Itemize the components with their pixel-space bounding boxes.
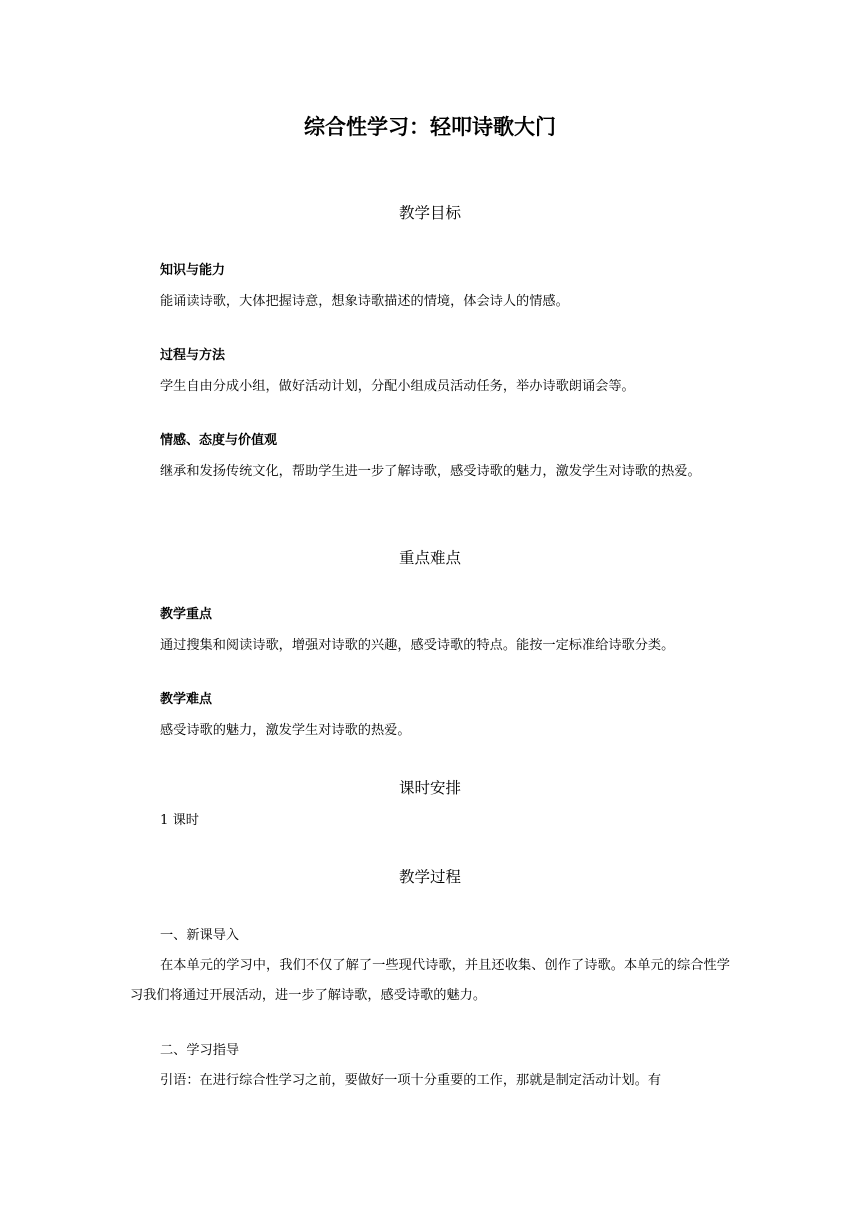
subheading-intro: 一、新课导入 <box>160 928 240 943</box>
paragraph-emotion: 继承和发扬传统文化，帮助学生进一步了解诗歌，感受诗歌的魅力，激发学生对诗歌的热爱。 <box>160 464 701 479</box>
subheading-guide: 二、学习指导 <box>160 1043 240 1058</box>
subheading-difficulty: 教学难点 <box>160 692 213 707</box>
section-heading-schedule: 课时安排 <box>398 779 461 797</box>
subheading-process-method: 过程与方法 <box>160 348 226 363</box>
section-heading-objectives: 教学目标 <box>398 204 461 222</box>
document-title: 综合性学习：轻叩诗歌大门 <box>304 115 556 139</box>
paragraph-knowledge: 能诵读诗歌，大体把握诗意，想象诗歌描述的情境，体会诗人的情感。 <box>160 294 569 309</box>
paragraph-process-method: 学生自由分成小组，做好活动计划，分配小组成员活动任务，举办诗歌朗诵会等。 <box>160 379 635 394</box>
paragraph-focus: 通过搜集和阅读诗歌，增强对诗歌的兴趣，感受诗歌的特点。能按一定标准给诗歌分类。 <box>160 638 675 653</box>
paragraph-intro: 在本单元的学习中，我们不仅了解了一些现代诗歌，并且还收集、创作了诗歌。本单元的综合性学习我们将通过开展活动，进一步了解诗歌，感受诗歌的魅力。 <box>130 958 730 1003</box>
schedule-text: 1 课时 <box>160 813 199 828</box>
subheading-focus: 教学重点 <box>160 607 213 622</box>
subheading-emotion: 情感、态度与价值观 <box>160 433 278 448</box>
section-heading-process: 教学过程 <box>398 868 461 886</box>
paragraph-guide: 引语：在进行综合性学习之前，要做好一项十分重要的工作，那就是制定活动计划。有 <box>160 1073 662 1088</box>
paragraph-difficulty: 感受诗歌的魅力，激发学生对诗歌的热爱。 <box>160 723 411 738</box>
section-heading-key-points: 重点难点 <box>398 549 461 567</box>
subheading-knowledge: 知识与能力 <box>160 263 226 278</box>
